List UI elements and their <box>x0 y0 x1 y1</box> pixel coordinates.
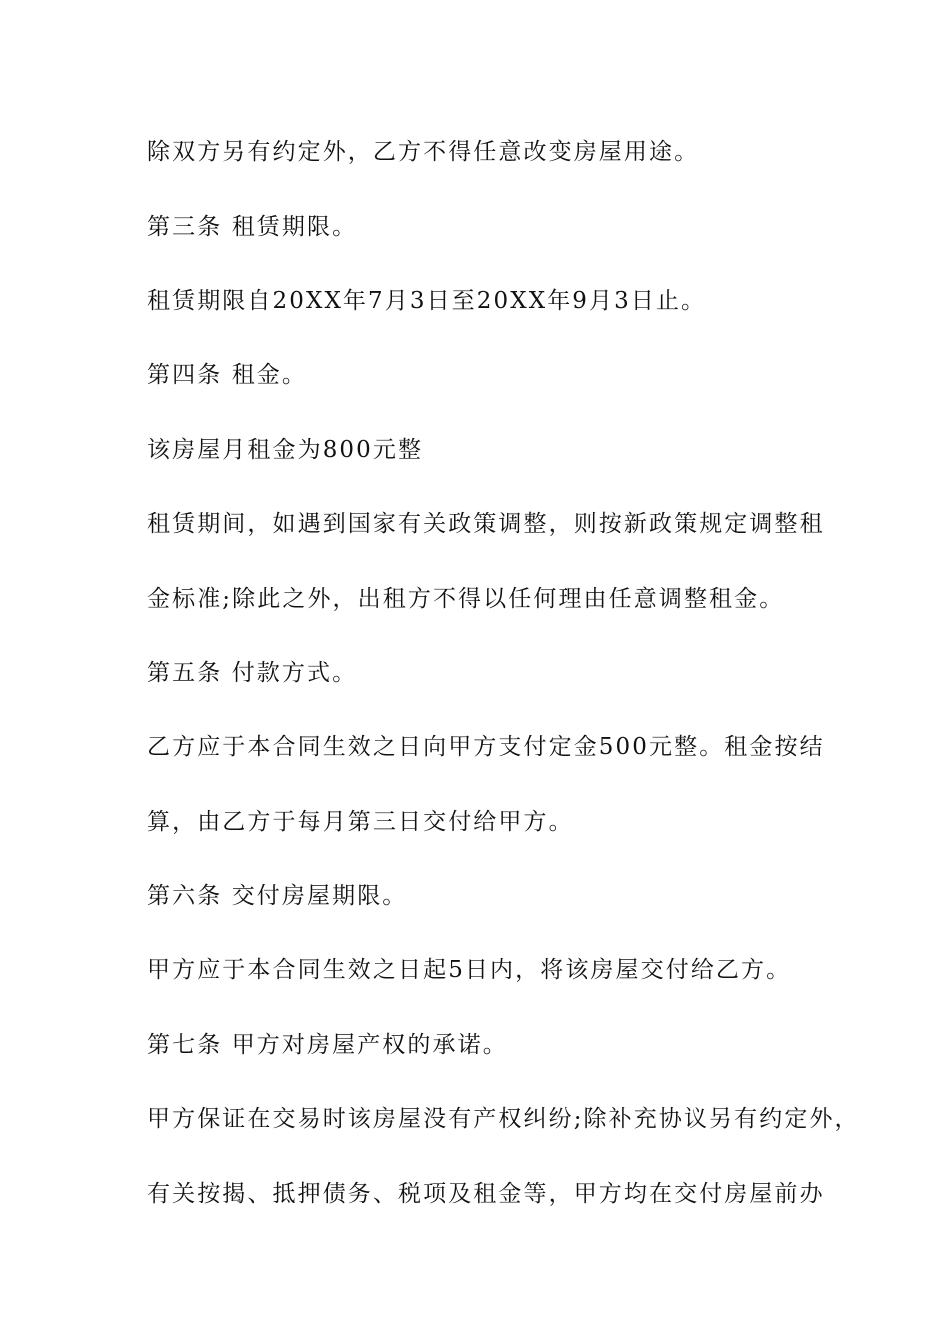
heading-article-6: 第六条 交付房屋期限。 <box>147 883 408 909</box>
heading-article-4: 第四条 租金。 <box>147 362 308 388</box>
paragraph-rent-adjustment-2: 金标准;除此之外，出租方不得以任何理由任意调整租金。 <box>147 586 785 612</box>
heading-article-3: 第三条 租赁期限。 <box>147 214 358 240</box>
heading-article-7: 第七条 甲方对房屋产权的承诺。 <box>147 1032 508 1058</box>
paragraph-lease-term: 租赁期限自20XX年7月3日至20XX年9月3日止。 <box>147 288 707 314</box>
paragraph-ownership-2: 有关按揭、抵押债务、税项及租金等，甲方均在交付房屋前办 <box>147 1181 825 1207</box>
paragraph-delivery-term: 甲方应于本合同生效之日起5日内，将该房屋交付给乙方。 <box>147 957 792 983</box>
heading-article-5: 第五条 付款方式。 <box>147 660 358 686</box>
paragraph-monthly-rent: 该房屋月租金为800元整 <box>147 437 424 463</box>
paragraph-rent-adjustment-1: 租赁期间，如遇到国家有关政策调整，则按新政策规定调整租 <box>147 511 825 537</box>
paragraph-payment-2: 算，由乙方于每月第三日交付给甲方。 <box>147 809 574 835</box>
paragraph-payment-1: 乙方应于本合同生效之日向甲方支付定金500元整。租金按结 <box>147 734 825 760</box>
paragraph-usage-restriction: 除双方另有约定外，乙方不得任意改变房屋用途。 <box>147 139 700 165</box>
paragraph-ownership-1: 甲方保证在交易时该房屋没有产权纠纷;除补充协议另有约定外， <box>147 1106 860 1132</box>
